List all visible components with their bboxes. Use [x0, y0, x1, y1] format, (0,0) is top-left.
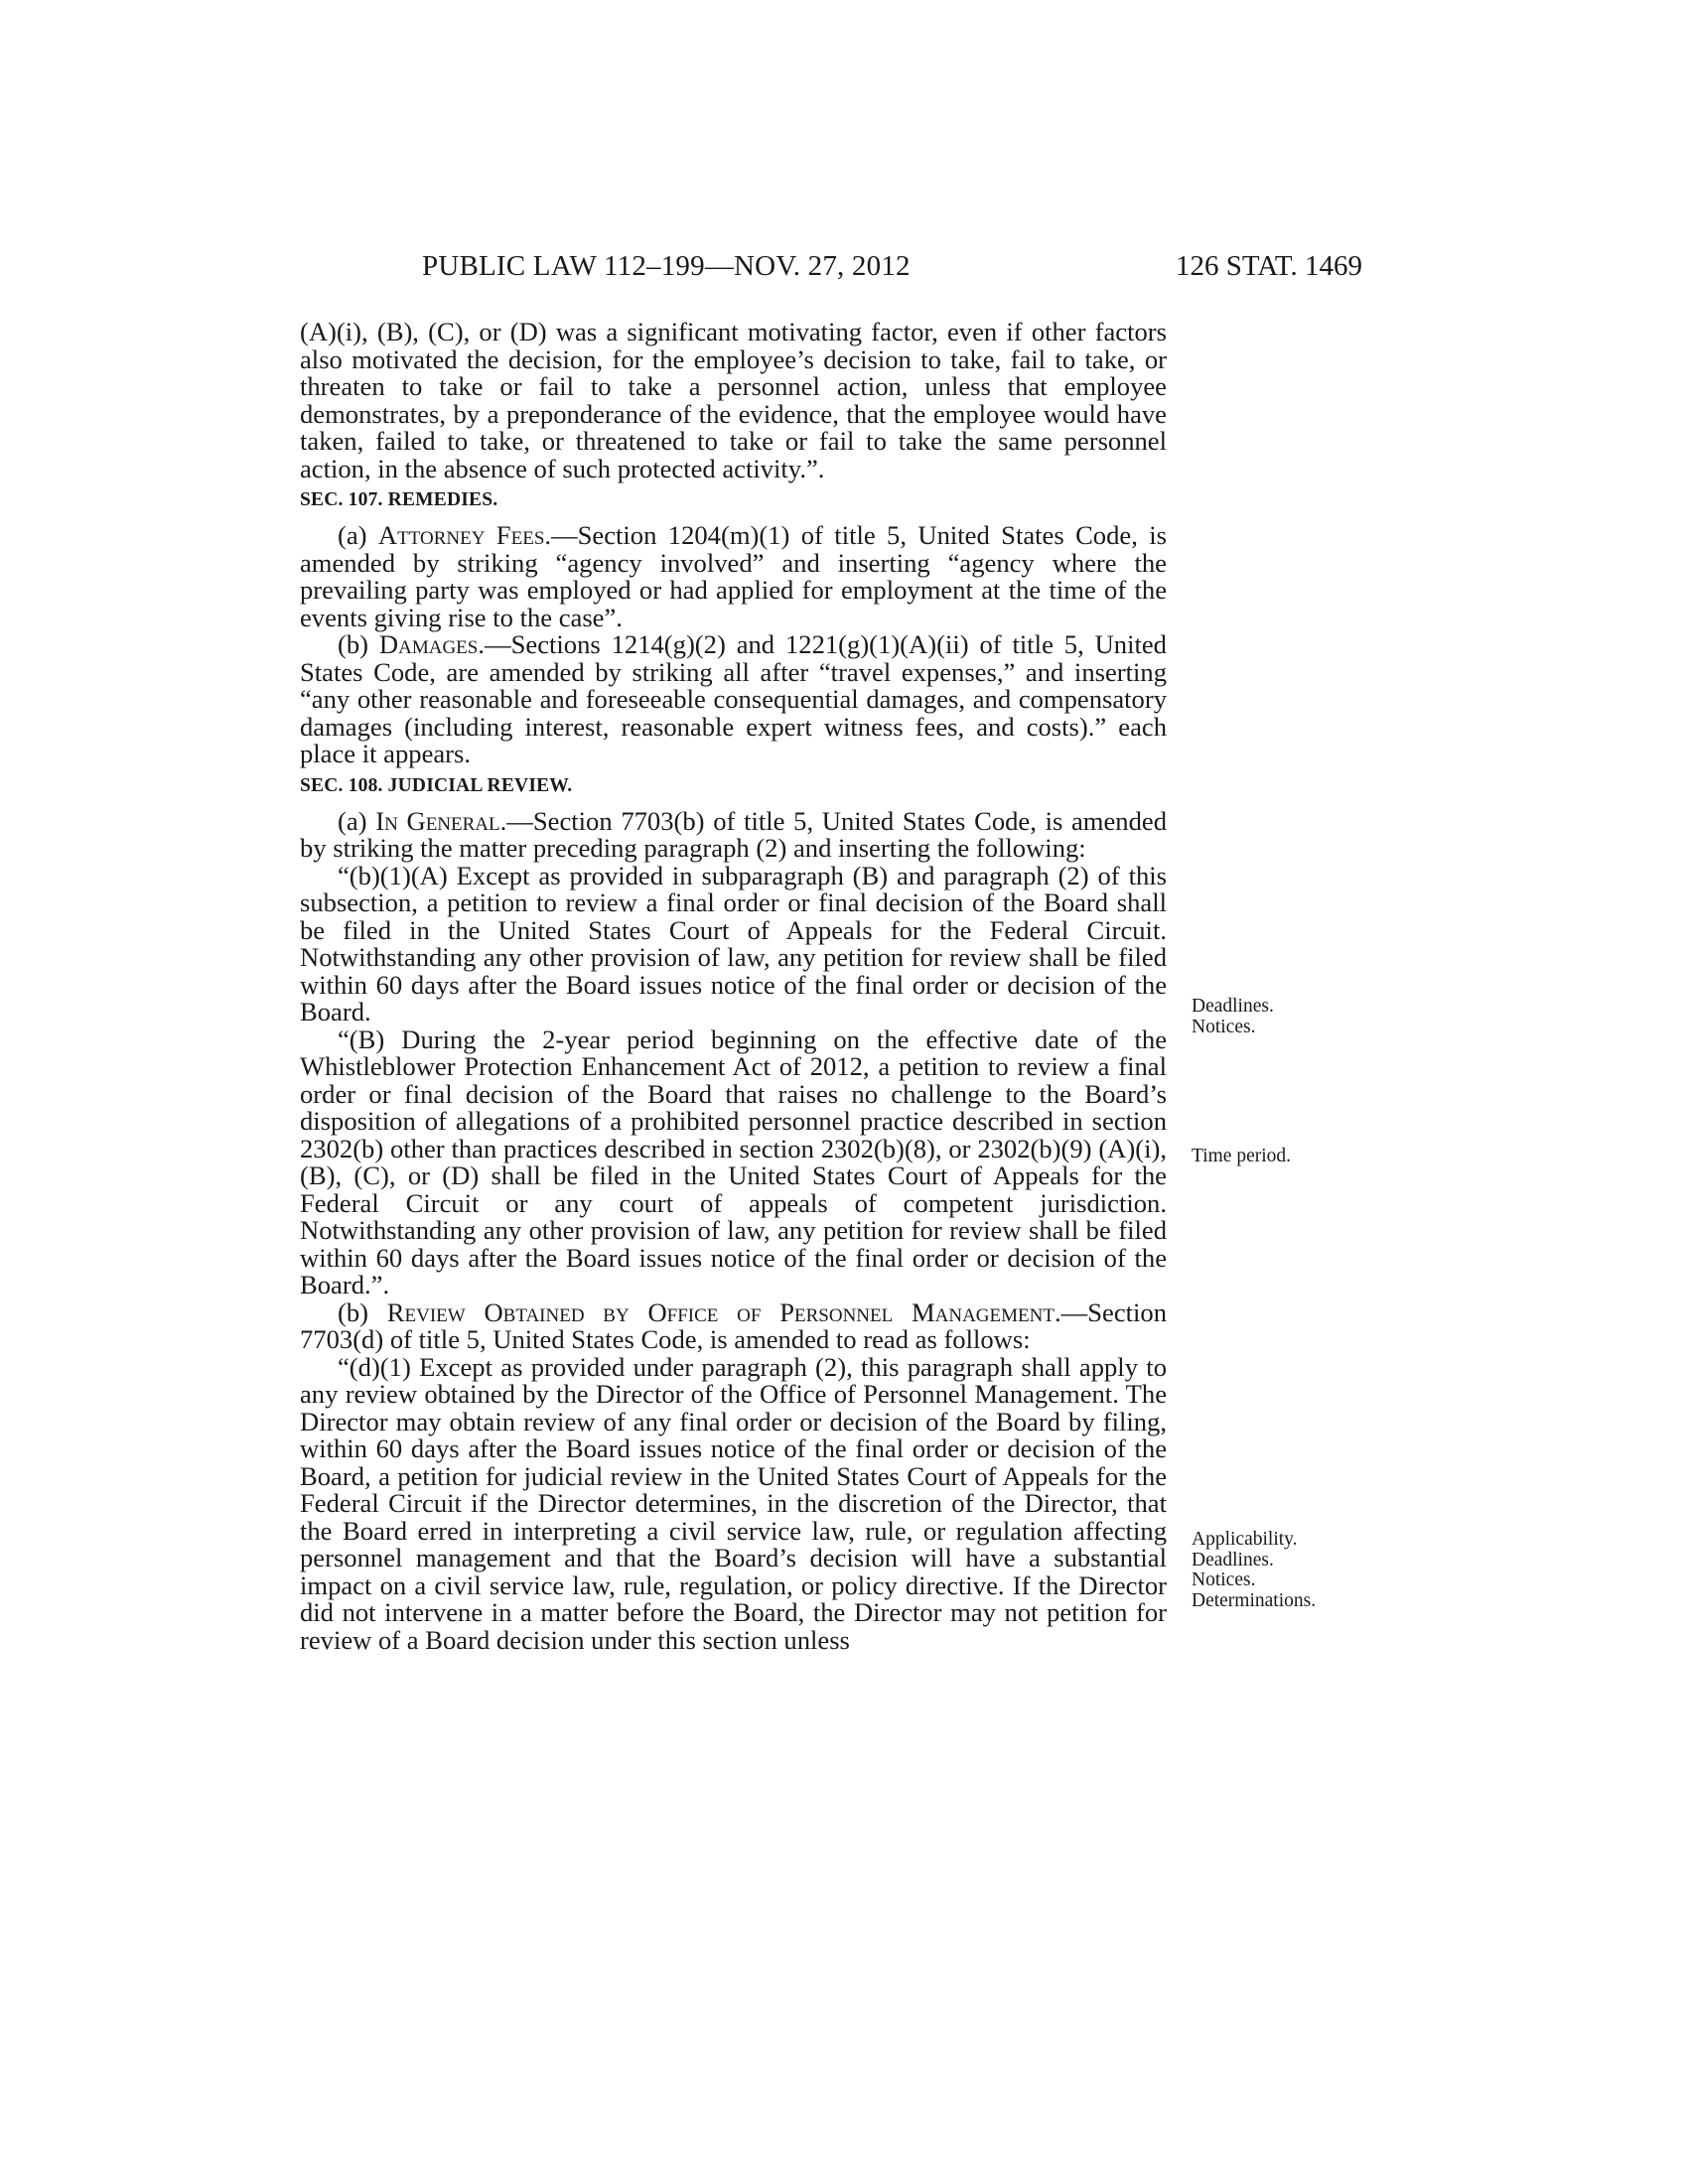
section-107-a-label: (a): [338, 520, 378, 550]
margin-note-time-period: [1192, 1147, 1291, 1167]
running-head: [298, 250, 1362, 290]
section-107-a: [300, 522, 1167, 631]
section-107-b: [300, 631, 1167, 768]
section-108-a-text: —Section 7703(b) of title 5, United States Code, is amended by striking the matter preceding paragraph (2) and inserting the following:: [300, 805, 1167, 863]
paragraph-b1a: “(b)(1)(A) Except as provided in subparagraph (B) and paragraph (2) of this subsection, a petition to review a final order or final decision of the Board shall be filed in the United States Court of Appeals for the Federal Circuit. Notwithstanding any other provision of law, any petition for review shall be filed within 60 days after the Board issues notice of the final order or decision of the Board.: [300, 860, 1167, 1026]
section-108-b-heading: Review Obtained by Office of Personnel Management.: [386, 1297, 1061, 1327]
paragraph-b-subparagraph: “(B) During the 2-year period beginning on the effective date of the Whistleblower Protection Enhancement Act of 2012, a petition to review a final order or final decision of the Board that raises no challenge to the Board’s disposition of allegations of a prohibited personnel practice described in section 2302(b) other than practices described in section 2302(b)(8), or 2302(b)(9) (A)(i), (B), (C), or (D) shall be filed in the United States Court of Appeals for the Federal Circuit or any court of appeals of competent jurisdiction. Notwithstanding any other provision of law, any petition for review shall be filed within 60 days after the Board issues notice of the final order or decision of the Board.”.: [300, 1024, 1167, 1299]
margin-note-line: Notices.: [1192, 1016, 1256, 1037]
margin-note-line: Time period.: [1192, 1146, 1292, 1166]
section-108-a-label: (a): [338, 805, 376, 836]
body-text: [300, 319, 1167, 1654]
section-108-b: [300, 1299, 1167, 1354]
section-108-heading: SEC. 108. JUDICIAL REVIEW.: [300, 774, 573, 796]
section-107-heading: SEC. 107. REMEDIES.: [300, 489, 498, 510]
continued-paragraph: (A)(i), (B), (C), or (D) was a significant motivating factor, even if other factors also motivated the decision, for the employee’s decision to take, fail to take, or threaten to take or fail to take a personnel action, unless that employee demonstrates, by a preponderance of the evidence, that the employee would have taken, failed to take, or threatened to take or fail to take the same personnel action, in the absence of such protected activity.”.: [300, 317, 1167, 483]
margin-note-line: Deadlines.: [1192, 1549, 1274, 1570]
section-107-b-heading: Damages.: [378, 629, 485, 659]
margin-note-line: Deadlines.: [1192, 996, 1274, 1017]
section-108-a: [300, 805, 1167, 863]
section-108-b-text: —Section 7703(d) of title 5, United States Code, is amended to read as follows:: [300, 1297, 1167, 1354]
section-107-b-text: —Sections 1214(g)(2) and 1221(g)(1)(A)(ii) of title 5, United States Code, are amended by striking all after “travel expenses,” and inserting “any other reasonable and foreseeable consequential damages, and compensatory damages (including interest, reasonable expert witness fees, and costs).” each place it appears.: [300, 629, 1167, 768]
section-108-b-label: (b): [338, 1297, 387, 1327]
statute-page-number: 126 STAT. 1469: [1175, 250, 1362, 282]
margin-note-line: Applicability.: [1192, 1529, 1298, 1550]
margin-note-line: Notices.: [1192, 1570, 1256, 1590]
margin-note-deadlines-notices: [1192, 997, 1274, 1037]
section-107-b-label: (b): [338, 629, 379, 659]
section-107-a-text: —Section 1204(m)(1) of title 5, United States Code, is amended by striking “agency involved” and inserting “agency where the prevailing party was employed or had applied for employment at the time of the events giving rise to the case”.: [300, 520, 1167, 632]
law-title: PUBLIC LAW 112–199—NOV. 27, 2012: [422, 250, 911, 282]
paragraph-d1: “(d)(1) Except as provided under paragraph (2), this paragraph shall apply to any review obtained by the Director of the Office of Personnel Management. The Director may obtain review of any final order or decision of the Board by filing, within 60 days after the Board issues notice of the final order or decision of the Board, a petition for judicial review in the United States Court of Appeals for the Federal Circuit if the Director determines, in the discretion of the Director, that the Board erred in interpreting a civil service law, rule, or regulation affecting personnel management and that the Board’s decision will have a substantial impact on a civil service law, rule, regulation, or policy directive. If the Director did not intervene in a matter before the Board, the Director may not petition for review of a Board decision under this section unless: [300, 1351, 1167, 1655]
section-107-a-heading: Attorney Fees.: [377, 520, 552, 550]
margin-note-line: Determinations.: [1192, 1589, 1317, 1611]
margin-note-applicability: [1192, 1530, 1316, 1611]
section-108-a-heading: In General.: [375, 805, 507, 836]
